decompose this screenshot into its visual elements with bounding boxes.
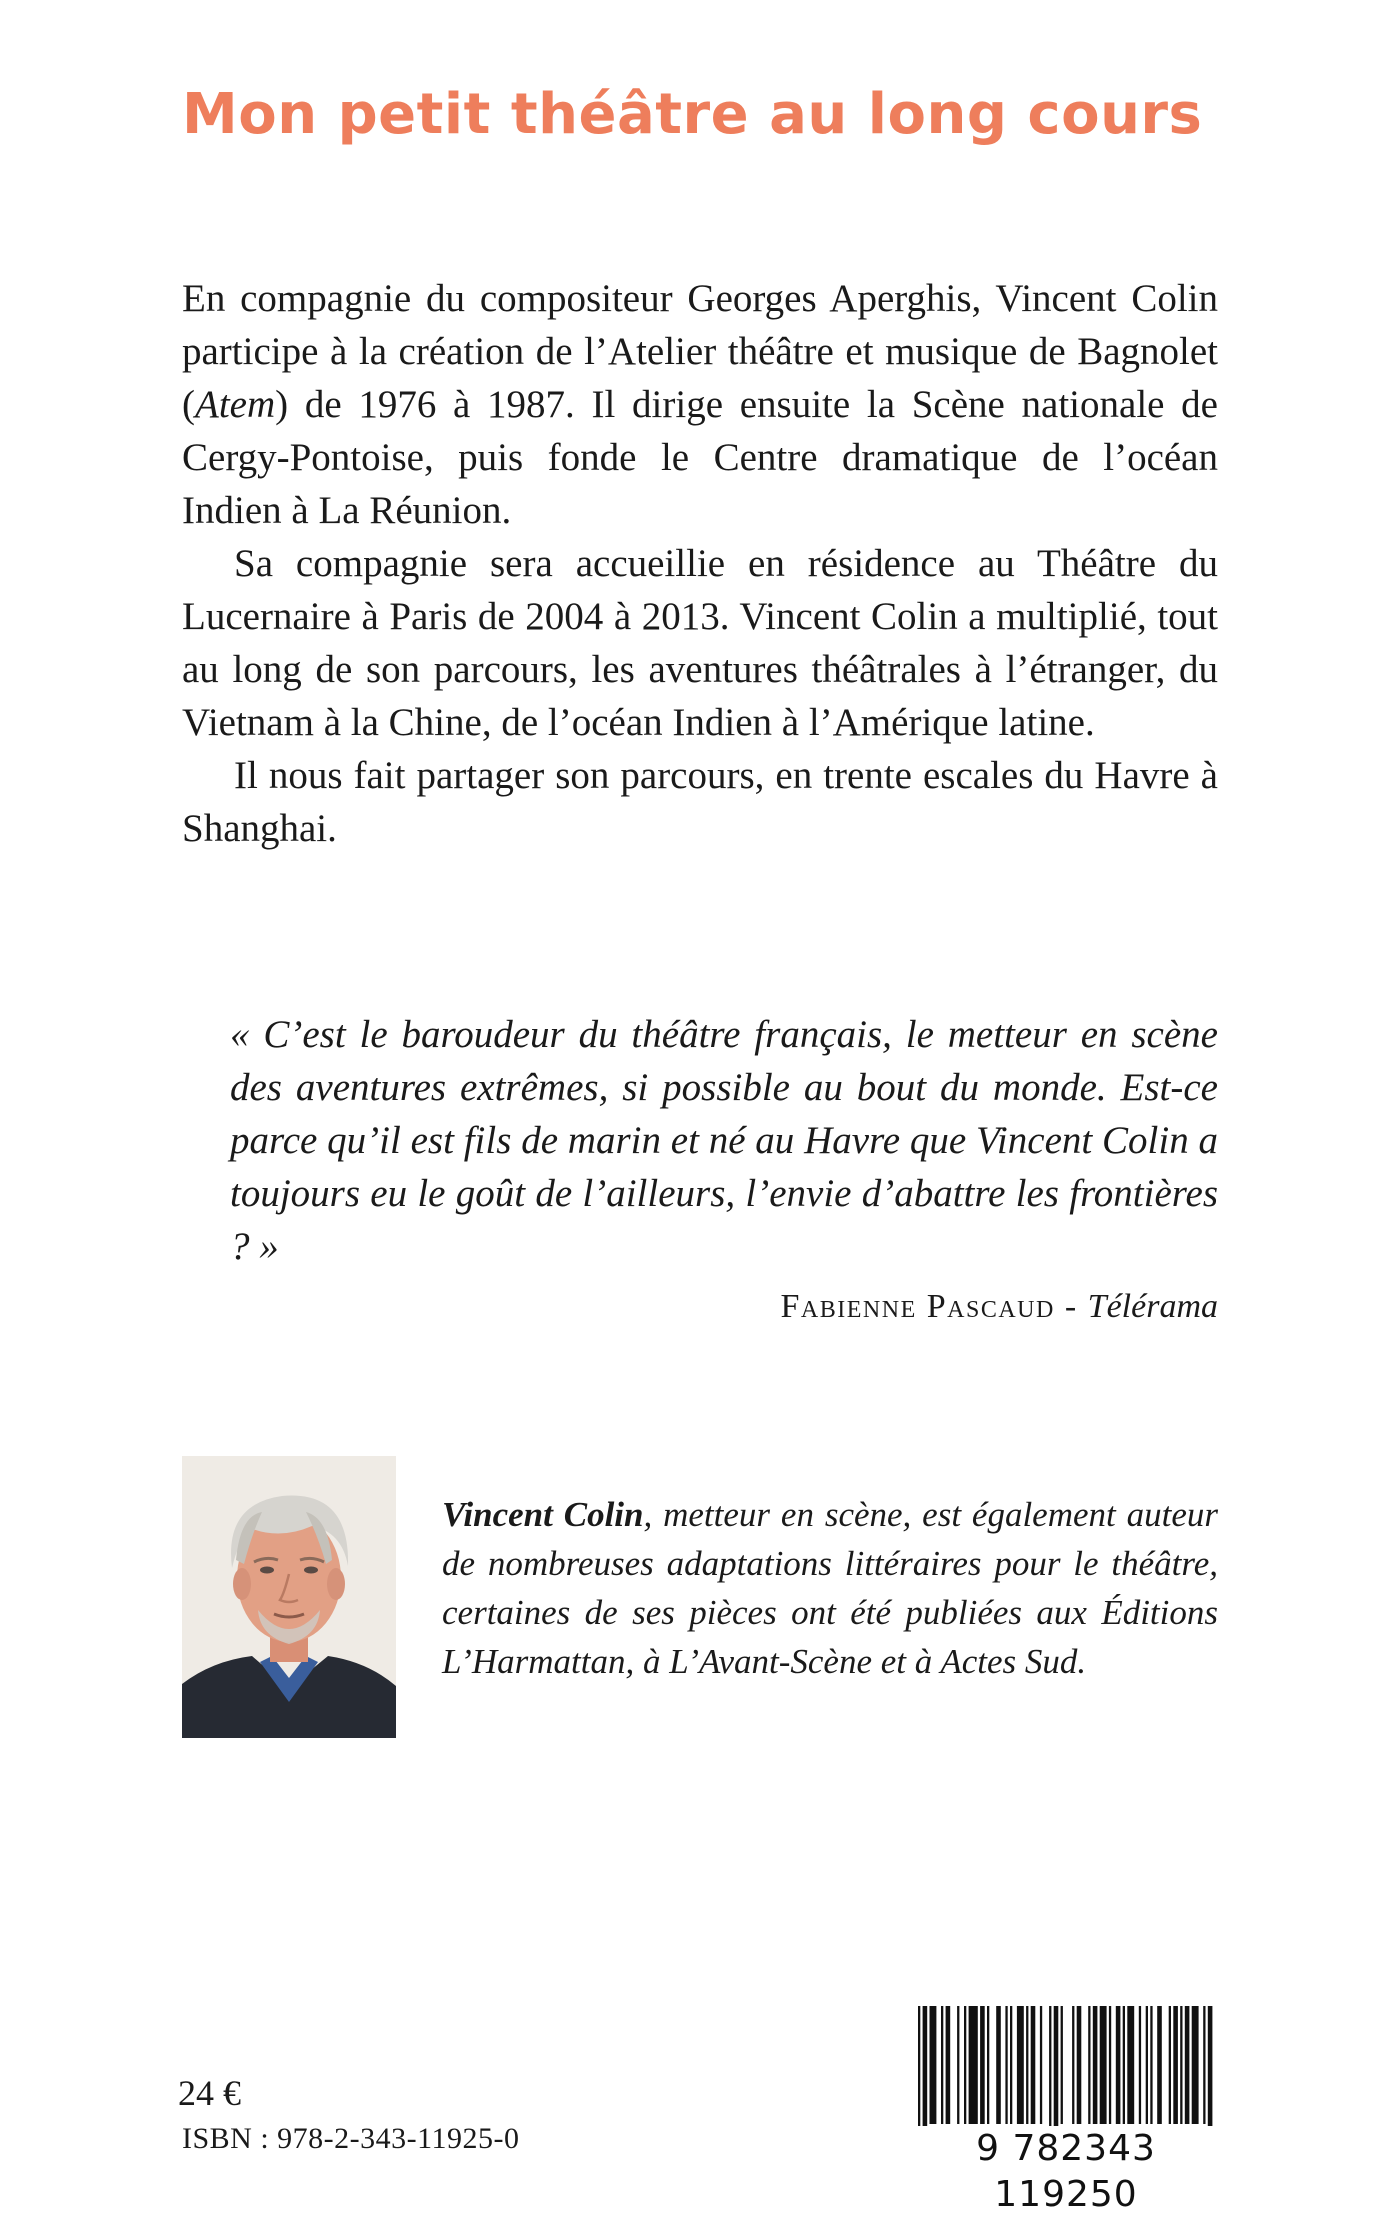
barcode-bar xyxy=(1093,2006,1098,2124)
author-photo xyxy=(182,1456,396,1738)
barcode-bar xyxy=(930,2006,937,2124)
barcode-bar xyxy=(1077,2006,1082,2124)
barcode-bar xyxy=(918,2006,920,2132)
barcode-bar xyxy=(957,2006,959,2124)
barcode-bar xyxy=(996,2006,1001,2124)
synopsis-paragraph-2: Sa compagnie sera accueillie en résidence au Théâtre du Lucernaire à Paris de 2004 à 2013. Vincent Colin a multiplié, tout au long de son parcours, les aventures théâtrales à l’étranger, du Vietnam à la Chine, de l’océan Indien à l’Amérique latine. xyxy=(182,542,1218,744)
barcode-bar xyxy=(1026,2006,1028,2124)
synopsis-paragraph-3: Il nous fait partager son parcours, en trente escales du Havre à Shanghai. xyxy=(182,754,1218,850)
barcode-bar xyxy=(1040,2006,1042,2124)
barcode-bar xyxy=(1150,2006,1152,2124)
barcode-digits: 9 782343 119250 xyxy=(914,2126,1218,2218)
author-bio: Vincent Colin, metteur en scène, est également auteur de nombreuses adaptations littéraires pour le théâtre, certaines de ses pièces ont été publiées aux Éditions L’Harmattan, à L’Avant-Scène et à Actes Sud. xyxy=(442,1495,1218,1681)
barcode-bar xyxy=(1100,2006,1107,2124)
barcode-bars xyxy=(914,2006,1218,2132)
barcode-bar xyxy=(1127,2006,1134,2124)
barcode-bar xyxy=(1180,2006,1182,2124)
barcode-bar xyxy=(1017,2006,1024,2124)
barcode-bar xyxy=(1116,2006,1121,2124)
barcode-bar xyxy=(1173,2006,1178,2124)
barcode-bar xyxy=(946,2006,951,2124)
barcode-bar xyxy=(969,2006,978,2124)
barcode-bar xyxy=(1031,2006,1036,2124)
barcode-bar xyxy=(1061,2006,1063,2124)
barcode-bar xyxy=(941,2006,943,2124)
barcode-bar xyxy=(1203,2006,1205,2124)
barcode-bar xyxy=(1157,2006,1162,2124)
synopsis xyxy=(182,272,1218,855)
barcode-bar xyxy=(980,2006,985,2124)
barcode-bar xyxy=(1146,2006,1148,2124)
barcode-bar xyxy=(1123,2006,1125,2124)
barcode-bar xyxy=(1185,2006,1190,2124)
book-title: Mon petit théâtre au long cours xyxy=(182,82,1203,147)
price: 24 € xyxy=(178,2073,241,2113)
author-name: Vincent Colin xyxy=(442,1495,644,1534)
barcode-bar xyxy=(923,2006,928,2132)
barcode-bar xyxy=(1072,2006,1074,2124)
barcode-bar xyxy=(1192,2006,1199,2124)
barcode-bar xyxy=(1109,2006,1111,2124)
barcode-bar xyxy=(1049,2006,1051,2132)
barcode-bar xyxy=(1169,2006,1171,2124)
quote-attribution: Fabienne Pascaud - Télérama xyxy=(780,1288,1218,1325)
barcode-bar xyxy=(1208,2006,1213,2132)
isbn: ISBN : 978-2-343-11925-0 xyxy=(182,2122,520,2155)
barcode-bar xyxy=(1005,2006,1007,2124)
quote-author: Fabienne Pascaud xyxy=(780,1288,1055,1325)
barcode-bar xyxy=(1054,2006,1059,2132)
quote-source: Télérama xyxy=(1087,1288,1218,1325)
barcode-bar xyxy=(1139,2006,1141,2124)
atem-italic: Atem xyxy=(195,383,276,426)
barcode-bar xyxy=(1010,2006,1012,2124)
barcode-bar xyxy=(1088,2006,1090,2124)
press-quote: « C’est le baroudeur du théâtre français, le metteur en scène des aventures extrêmes, si possible au bout du monde. Est-ce parce qu’il est fils de marin et né au Havre que Vincent Colin a toujours eu le goût de l’ailleurs, l’envie d’abattre les frontières ? » xyxy=(230,1013,1218,1268)
barcode-bar xyxy=(987,2006,989,2124)
barcode-bar xyxy=(964,2006,966,2124)
synopsis-paragraph-1: En compagnie du compositeur Georges Aperghis, Vincent Colin participe à la création de l’Atelier théâtre et musique de Bagnolet (Atem) de 1976 à 1987. Il dirige ensuite la Scène nationale de Cergy-Pontoise, puis fonde le Centre dramatique de l’océan Indien à La Réunion. xyxy=(182,277,1218,532)
